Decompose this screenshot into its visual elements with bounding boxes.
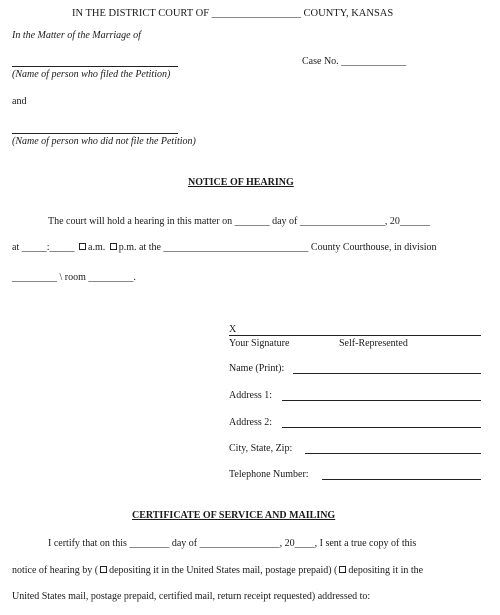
am-label: a.m. [88,242,108,253]
city-state-zip-label: City, State, Zip: [229,443,293,454]
name-print-label: Name (Print): [229,363,285,374]
case-number: Case No. _____________ [302,56,407,67]
petitioner-caption: (Name of person who filed the Petition) [12,69,171,80]
telephone-label: Telephone Number: [229,469,309,480]
cert-line-2-start: notice of hearing by ( [12,565,99,576]
signature-x: X [229,324,237,335]
certified-mail-checkbox[interactable] [339,566,346,573]
certificate-title: CERTIFICATE OF SERVICE AND MAILING [132,510,336,521]
respondent-name-line[interactable] [12,133,178,134]
am-checkbox[interactable] [79,243,86,250]
and-text: and [12,96,27,107]
notice-line-3: _________ \ room _________. [12,272,136,283]
name-print-line[interactable] [293,373,481,374]
signature-line[interactable] [229,335,481,336]
address1-label: Address 1: [229,390,273,401]
time-text: at _____:_____ [12,242,77,253]
cert-line-2-end: depositing it in the [348,565,424,576]
self-represented-label: Self-Represented [339,338,408,349]
your-signature-label: Your Signature [229,338,290,349]
notice-line-2 [12,243,437,253]
certificate-line-1: I certify that on this ________ day of ________________, 20____, I sent a true copy of this [48,538,417,549]
address1-line[interactable] [282,400,481,401]
cert-line-2-middle: depositing it in the United States mail, postage prepaid) ( [109,565,338,576]
pm-and-location: p.m. at the _____________________________ County Courthouse, in division [118,242,437,253]
address2-line[interactable] [282,427,481,428]
pm-checkbox[interactable] [110,243,117,250]
notice-title: NOTICE OF HEARING [188,177,294,188]
notice-line-1: The court will hold a hearing in this matter on _______ day of _________________, 20______ [48,216,430,227]
telephone-line[interactable] [322,479,481,480]
petitioner-name-line[interactable] [12,66,178,67]
city-state-zip-line[interactable] [305,453,481,454]
regular-mail-checkbox[interactable] [100,566,107,573]
address2-label: Address 2: [229,417,273,428]
respondent-caption: (Name of person who did not file the Petition) [12,136,196,147]
matter-line: In the Matter of the Marriage of [12,30,141,41]
certificate-line-2 [12,566,423,576]
certificate-line-3: United States mail, postage prepaid, certified mail, return receipt requested) addressed to: [12,591,371,602]
court-header: IN THE DISTRICT COURT OF _________________ COUNTY, KANSAS [72,8,394,19]
